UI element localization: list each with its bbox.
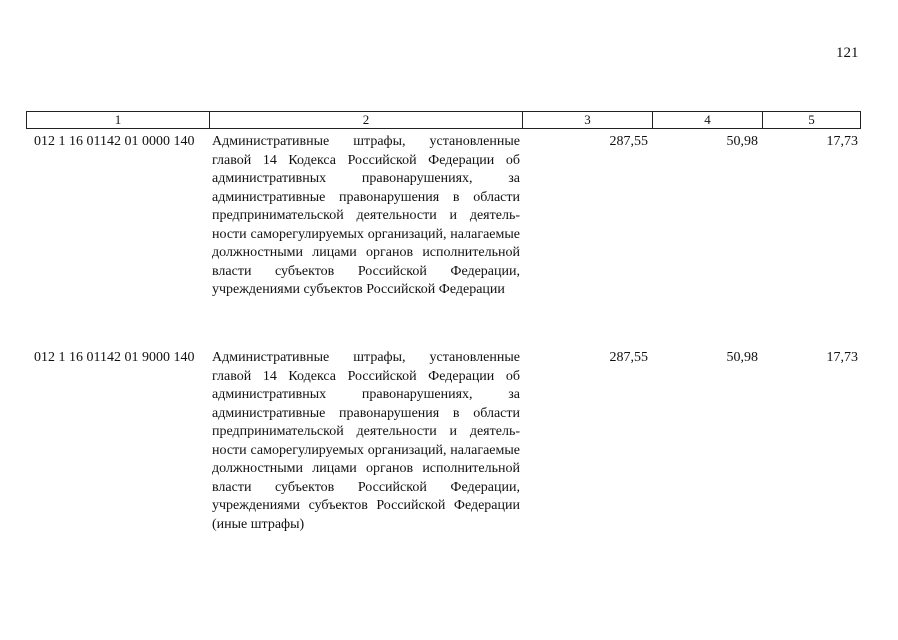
value-col-5: 17,73	[826, 350, 858, 365]
column-header-3: 3	[523, 112, 653, 128]
budget-code: 012 1 16 01142 01 9000 140	[34, 350, 195, 365]
budget-code: 012 1 16 01142 01 0000 140	[34, 134, 195, 149]
value-col-4: 50,98	[726, 350, 758, 365]
page-number: 121	[836, 45, 859, 61]
column-header-4: 4	[653, 112, 763, 128]
column-header-1: 1	[27, 112, 210, 128]
value-col-3: 287,55	[609, 350, 648, 365]
value-col-3: 287,55	[609, 134, 648, 149]
value-col-4: 50,98	[726, 134, 758, 149]
table-header-row	[26, 111, 861, 129]
row-description: Административные штрафы, установленные главой 14 Кодекса Российской Федерации об административных правонарушениях, за административные правонарушения в области предпринимательской деятельности и деятель-ности саморегулируемых организаций, налагаемые должностными лицами органов исполнительной власти субъектов Российской Федерации, учреждениями субъектов Российской Федерации (иные штрафы)	[212, 350, 520, 532]
column-header-2: 2	[210, 112, 523, 128]
row-description: Административные штрафы, установленные главой 14 Кодекса Российской Федерации об административных правонарушениях, за административные правонарушения в области предпринимательской деятельности и деятель-ности саморегулируемых организаций, налагаемые должностными лицами органов исполнительной власти субъектов Российской Федерации, учреждениями субъектов Российской Федерации	[212, 134, 520, 297]
value-col-5: 17,73	[826, 134, 858, 149]
column-header-5: 5	[808, 112, 815, 127]
